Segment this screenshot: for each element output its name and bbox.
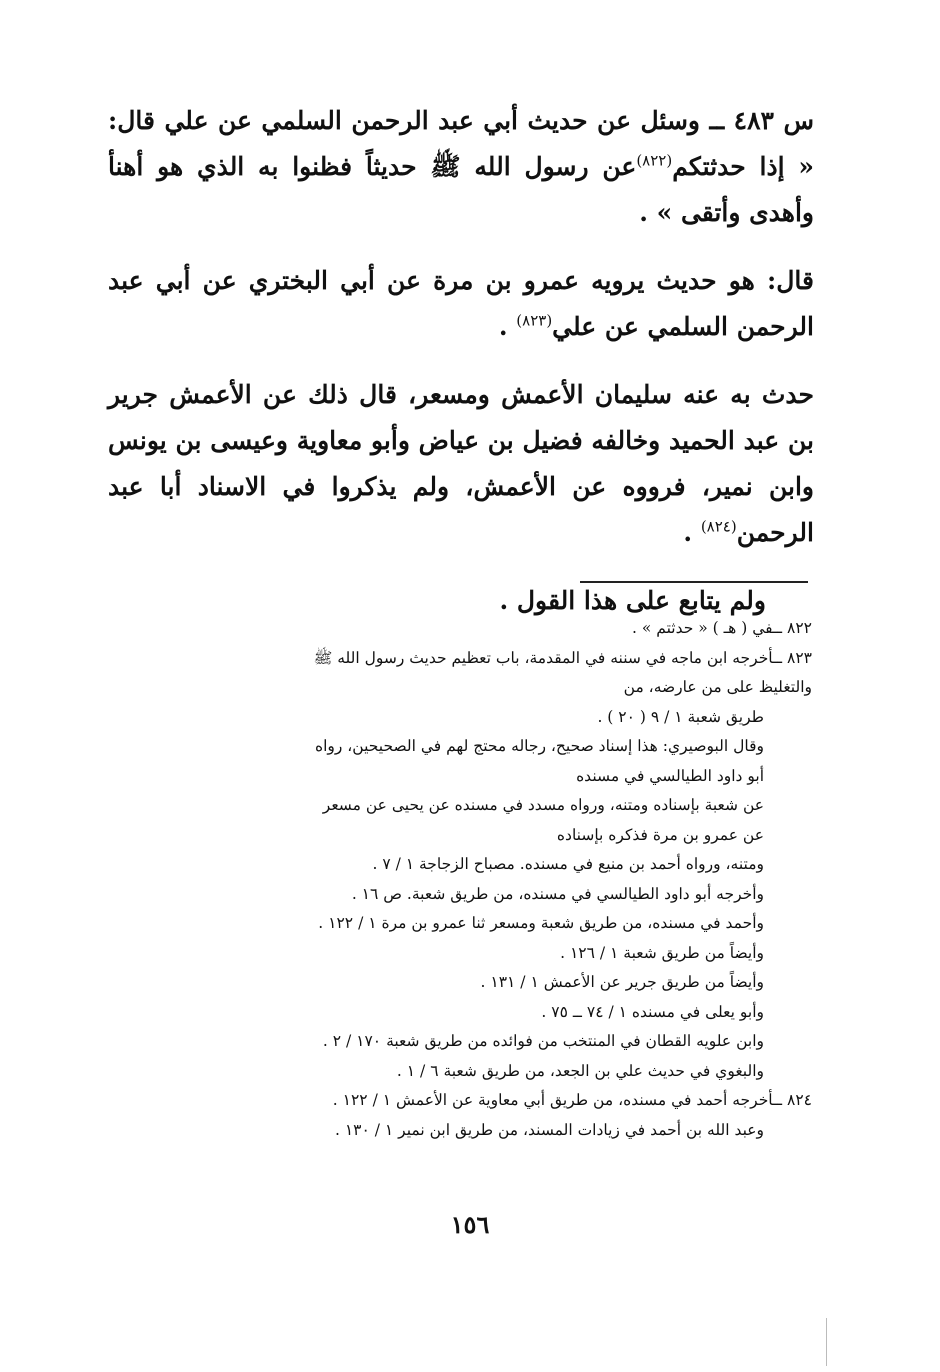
answer-text: قال: هو حديث يرويه عمرو بن مرة عن أبي البختري عن أبي عبد الرحمن السلمي عن علي	[108, 266, 814, 341]
question-text-end: عن رسول الله ﷺ حديثاً فظنوا به الذي هو أهنأ وأهدى وأتقى » .	[108, 152, 814, 227]
question-text: وسئل عن حديث أبي عبد الرحمن السلمي عن علي قال: « إذا حدثتكم	[108, 106, 814, 181]
footnote-line: وقال البوصيري: هذا إسناد صحيح، رجاله محتج لهم في الصحيحين، رواه أبو داود الطيالسي في مسنده	[314, 737, 764, 785]
footnote-line: عن شعبة بإسناده ومتنه، ورواه مسدد في مسنده عن يحيى عن مسعر عن عمرو بن مرة فذكره بإسناده	[322, 796, 764, 844]
footnote-line: أخرجه أحمد في مسنده، من طريق أبي معاوية عن الأعمش ١ / ١٢٢ .	[332, 1091, 773, 1109]
page-edge-mark	[826, 1318, 827, 1366]
footnote-line: والبغوي في حديث علي بن الجعد، من طريق شعبة ٦ / ١ .	[396, 1061, 764, 1080]
narration-text: حدث به عنه سليمان الأعمش ومسعر، قال ذلك عن الأعمش جرير بن عبد الحميد وخالفه فضيل بن عياض وأبو معاوية وعيسى بن يونس وابن نمير، فرووه عن الأعمش، ولم يذكروا في الاسناد أبا عبد الرحمن	[108, 380, 814, 547]
footnote-824	[300, 1086, 812, 1116]
footnote-divider	[580, 581, 808, 583]
footnote-line: طريق شعبة ١ / ٩ ( ٢٠ ) .	[597, 707, 764, 726]
footnote-ref-822[interactable]: (٨٢٢)	[636, 151, 673, 170]
footnote-line: وأحمد في مسنده، من طريق شعبة ومسعر ثنا عمرو بن مرة ١ / ١٢٢ .	[318, 914, 764, 932]
question-number: س ٤٨٣ ــ	[709, 106, 814, 135]
question-paragraph	[108, 98, 814, 236]
answer-paragraph	[108, 258, 814, 350]
footnote-line: وأبو يعلى في مسنده ١ / ٧٤ ــ ٧٥ .	[541, 1002, 764, 1021]
footnote-line: وعبد الله بن أحمد في زيادات المسند، من طريق ابن نمير ١ / ١٣٠ .	[334, 1120, 764, 1139]
footnote-line: وأيضاً من طريق شعبة ١ / ١٢٦ .	[560, 943, 764, 962]
narration-end: .	[683, 518, 701, 547]
footnotes	[300, 614, 812, 1145]
narration-paragraph	[108, 372, 814, 556]
footnote-822	[300, 614, 812, 644]
footnote-line: وأخرجه أبو داود الطيالسي في مسنده، من طريق شعبة. ص ١٦ .	[351, 884, 764, 903]
footnote-number: ٨٢٤ ــ	[773, 1091, 812, 1109]
footnote-ref-823[interactable]: (٨٢٣)	[516, 311, 553, 330]
footnote-line: وابن علويه القطان في المنتخب من فوائده من طريق شعبة ١٧٠ / ٢ .	[322, 1032, 764, 1050]
footnote-line: ومتنه، ورواه أحمد بن منيع في مسنده. مصباح الزجاجة ١ / ٧ .	[372, 855, 764, 873]
answer-end: .	[498, 312, 517, 341]
closing-paragraph: ولم يتابع على هذا القول .	[499, 586, 766, 615]
footnote-number: ٨٢٢ ــ	[773, 619, 812, 637]
footnote-line: وأيضاً من طريق جرير عن الأعمش ١ / ١٣١ .	[480, 973, 764, 991]
footnote-line: في ( هـ ) « حدثتم » .	[632, 619, 773, 637]
footnote-ref-824[interactable]: (٨٢٤)	[700, 517, 737, 536]
main-text	[108, 98, 814, 624]
footnote-line: أخرجه ابن ماجه في سننه في المقدمة، باب تعظيم حديث رسول الله ﷺ والتغليظ على من عارضه، من	[313, 648, 812, 696]
footnote-number: ٨٢٣ ــ	[773, 648, 812, 667]
page-number: ١٥٦	[450, 1210, 490, 1239]
footnote-823	[300, 644, 812, 703]
